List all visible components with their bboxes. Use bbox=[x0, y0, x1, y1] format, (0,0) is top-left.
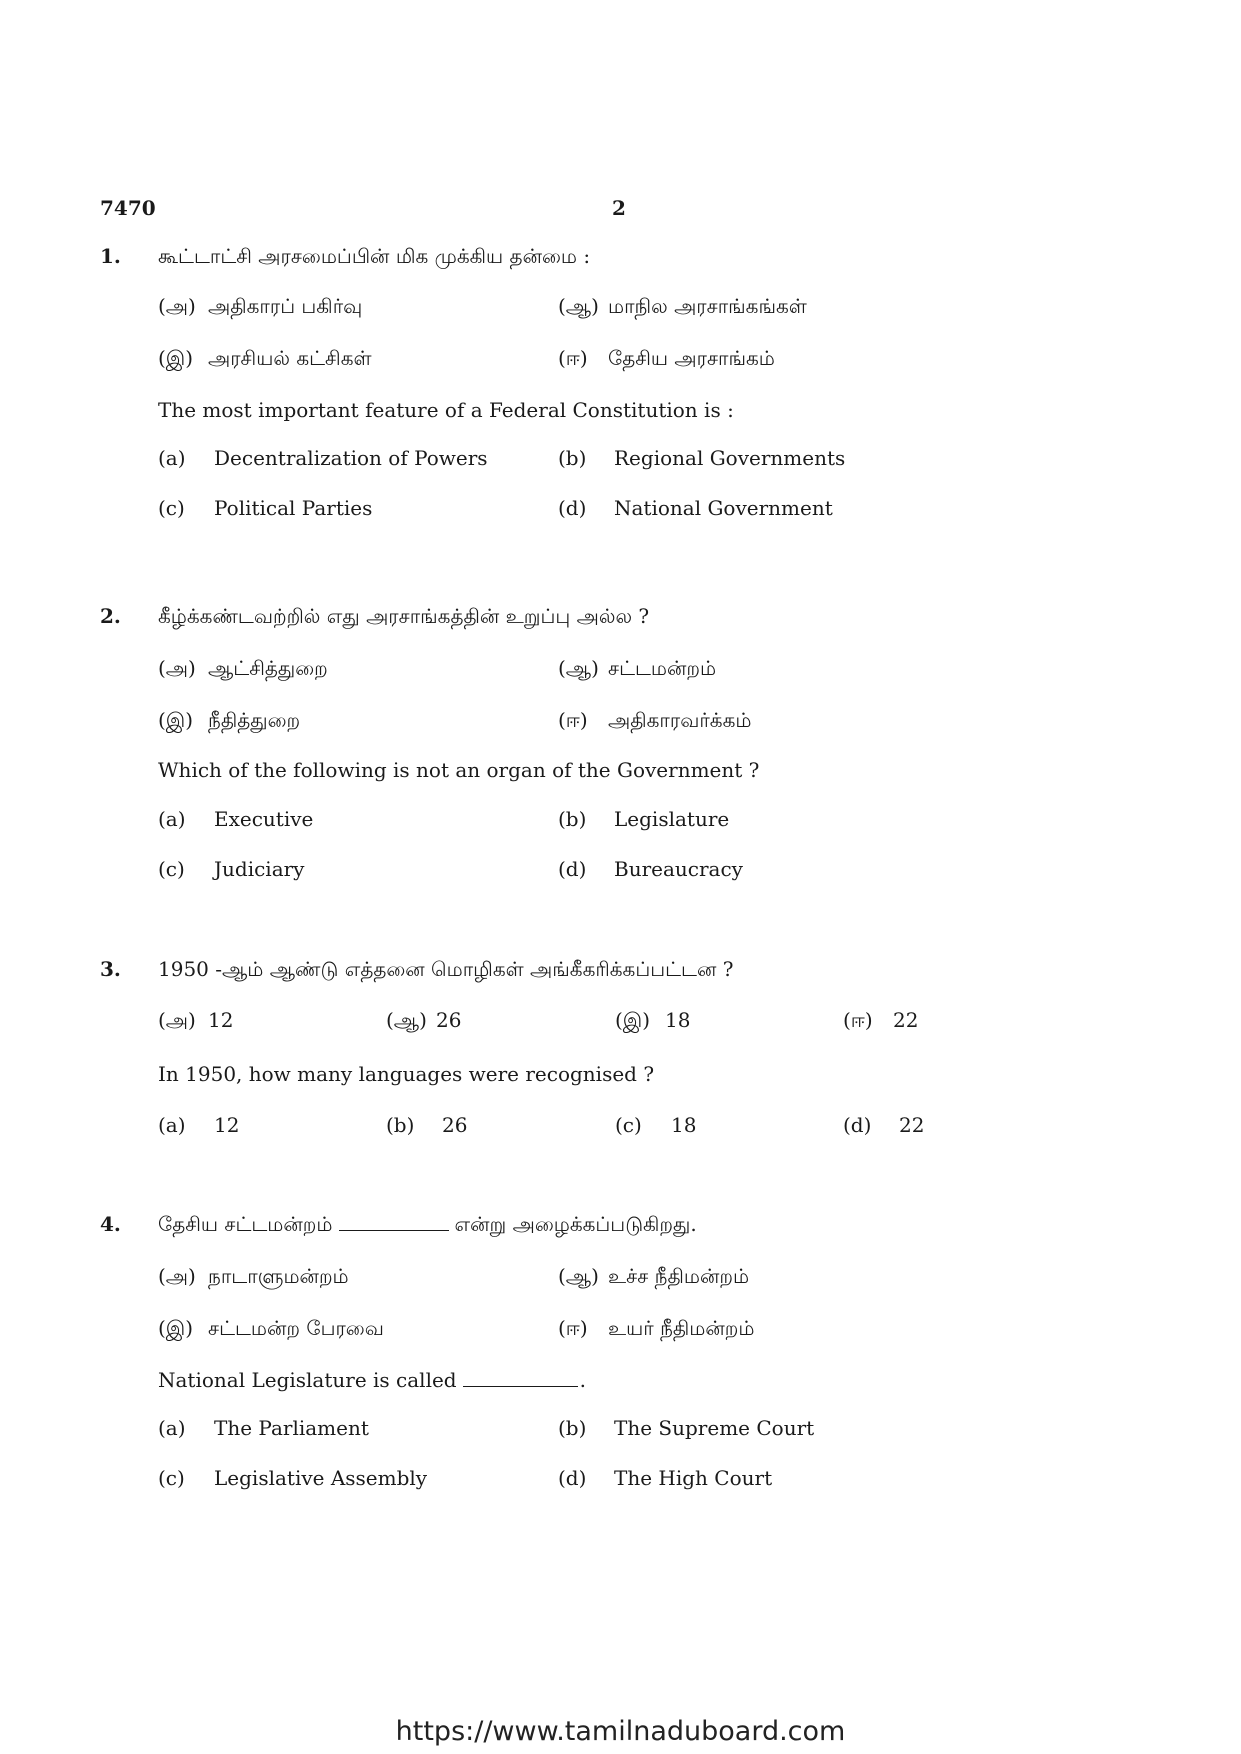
english-option: (c) 18 bbox=[615, 1113, 697, 1137]
tamil-option: (இ) சட்டமன்ற பேரவை bbox=[158, 1316, 384, 1340]
question-number: 2. bbox=[100, 604, 121, 628]
english-question: In 1950, how many languages were recognised ? bbox=[158, 1062, 655, 1086]
english-option: (d) 22 bbox=[843, 1113, 925, 1137]
tamil-question: 1950 -ஆம் ஆண்டு எத்தனை மொழிகள் அங்கீகரிக்கப்பட்டன ? bbox=[158, 957, 734, 981]
english-option: (b) Legislature bbox=[558, 807, 730, 831]
english-option: (a) Executive bbox=[158, 807, 314, 831]
tamil-option: (ஆ) மாநில அரசாங்கங்கள் bbox=[558, 294, 807, 318]
footer-url: https://www.tamilnaduboard.com bbox=[395, 1716, 846, 1747]
english-option: (a) 12 bbox=[158, 1113, 240, 1137]
tamil-option: (இ) நீதித்துறை bbox=[158, 708, 301, 732]
tamil-option: (ஈ) உயர் நீதிமன்றம் bbox=[558, 1316, 755, 1340]
english-question: National Legislature is called . bbox=[158, 1368, 586, 1392]
tamil-option: (ஈ) அதிகாரவர்க்கம் bbox=[558, 708, 752, 732]
english-question: Which of the following is not an organ of the Government ? bbox=[158, 758, 760, 782]
english-option: (d) Bureaucracy bbox=[558, 857, 743, 881]
english-option: (b) 26 bbox=[386, 1113, 468, 1137]
paper-code: 7470 bbox=[100, 196, 156, 220]
english-option: (d) National Government bbox=[558, 496, 833, 520]
tamil-option: (இ) அரசியல் கட்சிகள் bbox=[158, 346, 372, 370]
english-option: (c) Legislative Assembly bbox=[158, 1466, 428, 1490]
answer-blank bbox=[463, 1368, 578, 1387]
page-number: 2 bbox=[612, 196, 626, 220]
tamil-option: (ஆ) உச்ச நீதிமன்றம் bbox=[558, 1264, 750, 1288]
english-option: (c) Judiciary bbox=[158, 857, 305, 881]
english-option: (a) The Parliament bbox=[158, 1416, 369, 1440]
tamil-question: கீழ்க்கண்டவற்றில் எது அரசாங்கத்தின் உறுப்பு அல்ல ? bbox=[158, 604, 650, 628]
english-option: (a) Decentralization of Powers bbox=[158, 446, 488, 470]
tamil-option: (அ) ஆட்சித்துறை bbox=[158, 656, 328, 680]
tamil-question: தேசிய சட்டமன்றம் என்று அழைக்கப்படுகிறது. bbox=[158, 1212, 697, 1236]
tamil-option: (ஈ) 22 bbox=[843, 1008, 919, 1032]
tamil-option: (அ) நாடாளுமன்றம் bbox=[158, 1264, 349, 1288]
english-question: The most important feature of a Federal Constitution is : bbox=[158, 398, 734, 422]
english-option: (b) The Supreme Court bbox=[558, 1416, 815, 1440]
tamil-option: (ஆ) சட்டமன்றம் bbox=[558, 656, 717, 680]
question-number: 4. bbox=[100, 1212, 121, 1236]
tamil-option: (இ) 18 bbox=[615, 1008, 691, 1032]
question-number: 1. bbox=[100, 244, 121, 268]
tamil-option: (ஆ) 26 bbox=[386, 1008, 462, 1032]
english-option: (c) Political Parties bbox=[158, 496, 373, 520]
english-option: (d) The High Court bbox=[558, 1466, 773, 1490]
answer-blank bbox=[339, 1212, 449, 1231]
question-number: 3. bbox=[100, 957, 121, 981]
tamil-option: (அ) அதிகாரப் பகிர்வு bbox=[158, 294, 363, 318]
tamil-question: கூட்டாட்சி அரசமைப்பின் மிக முக்கிய தன்மை : bbox=[158, 244, 591, 268]
tamil-option: (ஈ) தேசிய அரசாங்கம் bbox=[558, 346, 775, 370]
english-option: (b) Regional Governments bbox=[558, 446, 846, 470]
tamil-option: (அ) 12 bbox=[158, 1008, 234, 1032]
